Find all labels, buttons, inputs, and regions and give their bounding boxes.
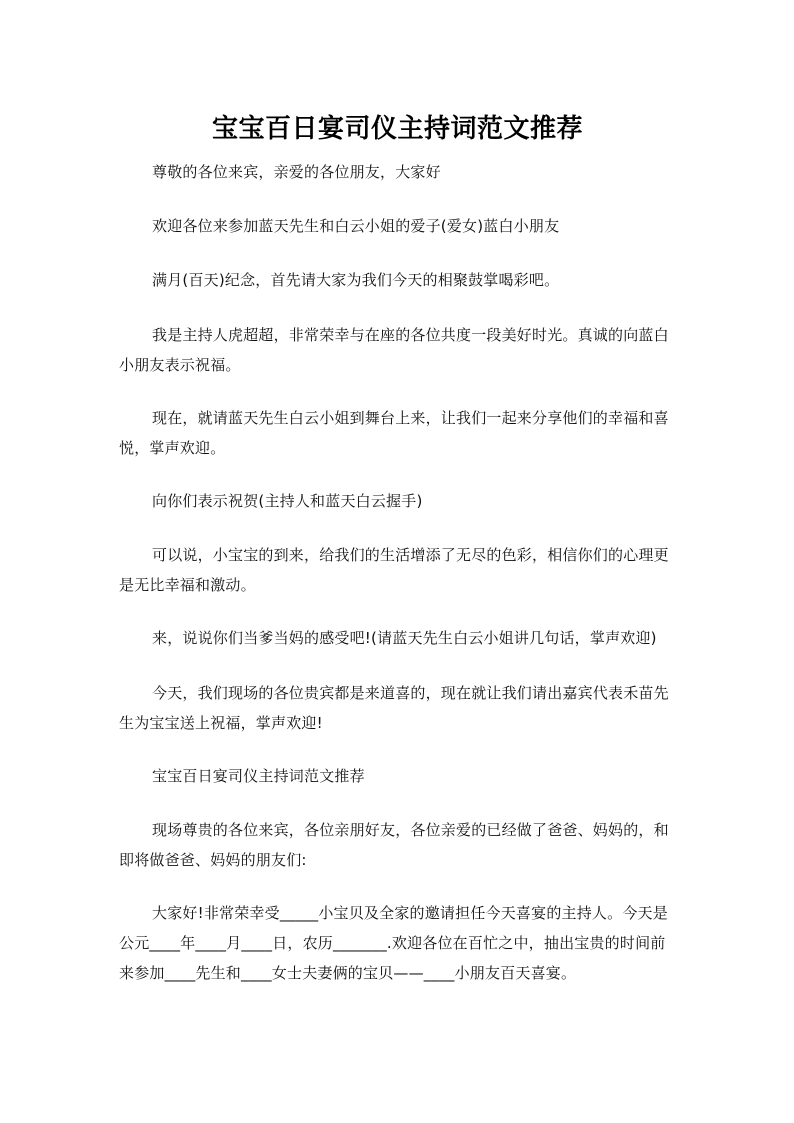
paragraph-commemoration: 满月(百天)纪念，首先请大家为我们今天的相聚鼓掌喝彩吧。 bbox=[152, 271, 560, 289]
paragraph-parents-speech: 来，说说你们当爹当妈的感受吧!(请蓝天先生白云小姐讲几句话，掌声欢迎) bbox=[152, 629, 657, 647]
paragraph-host-intro: 我是主持人虎超超，非常荣幸与在座的各位共度一段美好时光。真诚的向蓝白小朋友表示祝福。 bbox=[119, 326, 669, 374]
paragraph-opening-template: 大家好!非常荣幸受_____小宝贝及全家的邀请担任今天喜宴的主持人。今天是公元____年____月____日，农历_______.欢迎各位在百忙之中，抽出宝贵的时间前来参加____先生和____女士夫妻俩的宝贝——____小朋友百天喜宴。 bbox=[119, 904, 668, 982]
paragraph-invite-parents: 现在，就请蓝天先生白云小姐到舞台上来，让我们一起来分享他们的幸福和喜悦，掌声欢迎。 bbox=[119, 409, 669, 457]
paragraph-audience-address: 现场尊贵的各位来宾，各位亲朋好友，各位亲爱的已经做了爸爸、妈妈的，和即将做爸爸、妈妈的朋友们: bbox=[119, 821, 669, 869]
paragraph-baby-arrival: 可以说，小宝宝的到来，给我们的生活增添了无尽的色彩，相信你们的心理更是无比幸福和激动。 bbox=[119, 546, 669, 594]
paragraph-greeting: 尊敬的各位来宾，亲爱的各位朋友，大家好 bbox=[152, 163, 441, 181]
document-title: 宝宝百日宴司仪主持词范文推荐 bbox=[211, 114, 583, 144]
paragraph-welcome: 欢迎各位来参加蓝天先生和白云小姐的爱子(爱女)蓝白小朋友 bbox=[152, 217, 560, 235]
paragraph-guest-blessing: 今天，我们现场的各位贵宾都是来道喜的，现在就让我们请出嘉宾代表禾苗先生为宝宝送上祝福，掌声欢迎! bbox=[119, 684, 669, 732]
paragraph-section-heading: 宝宝百日宴司仪主持词范文推荐 bbox=[152, 767, 365, 785]
paragraph-congratulate: 向你们表示祝贺(主持人和蓝天白云握手) bbox=[152, 492, 423, 510]
